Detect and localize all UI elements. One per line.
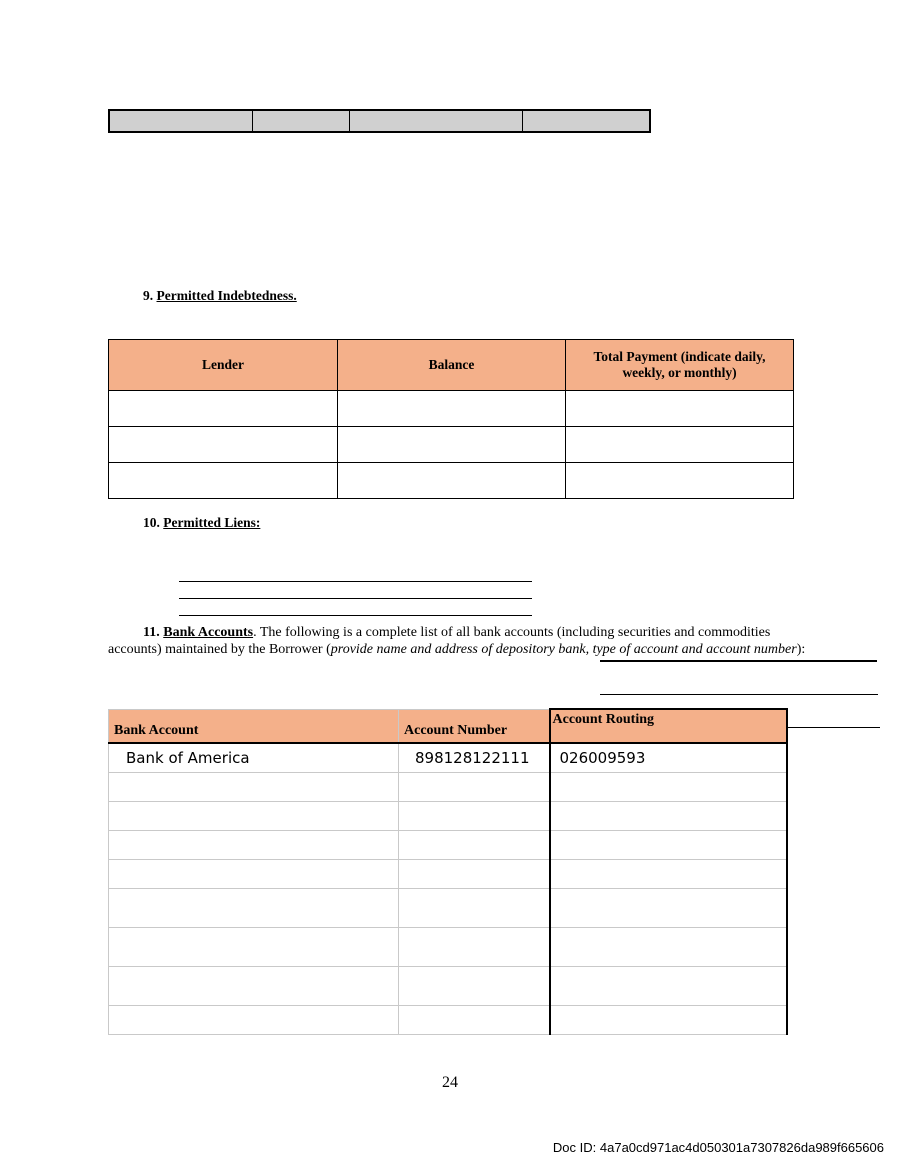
account-number-cell[interactable]: 898128122111 — [399, 743, 550, 773]
table-row — [109, 928, 788, 967]
header-account-routing: Account Routing — [550, 709, 788, 743]
table-cell[interactable] — [109, 967, 399, 1006]
table-cell[interactable] — [550, 802, 788, 831]
table-cell[interactable] — [109, 860, 399, 889]
gray-cell — [350, 111, 523, 131]
bank-accounts-table — [108, 708, 788, 1035]
table-cell[interactable] — [109, 773, 399, 802]
bank-name-cell[interactable]: Bank of America — [109, 743, 399, 773]
table-cell[interactable] — [550, 860, 788, 889]
table-row — [109, 773, 788, 802]
table-cell[interactable] — [566, 463, 794, 499]
section-title: Bank Accounts — [163, 625, 254, 640]
header-account-number: Account Number — [399, 709, 550, 743]
table-cell[interactable] — [109, 928, 399, 967]
gray-cell — [523, 111, 649, 131]
section-text: . The following is a complete list of all bank accounts (including securities and commodities accounts) maintained by the Borrower ( — [108, 625, 771, 657]
header-total-payment: Total Payment (indicate daily, weekly, or monthly) — [566, 340, 794, 391]
table-cell[interactable] — [109, 391, 338, 427]
table-row — [109, 743, 788, 773]
liens-blank-line[interactable] — [179, 598, 532, 599]
table-row — [109, 967, 788, 1006]
table-cell[interactable] — [399, 967, 550, 1006]
table-header-row — [109, 709, 788, 743]
section-text: ): — [796, 642, 806, 657]
gray-cell — [253, 111, 350, 131]
table-cell[interactable] — [550, 889, 788, 928]
header-lender: Lender — [109, 340, 338, 391]
table-row — [109, 1006, 788, 1035]
section-11-paragraph — [108, 624, 808, 658]
section-10-heading — [143, 515, 260, 531]
table-cell[interactable] — [550, 773, 788, 802]
table-cell[interactable] — [109, 427, 338, 463]
doc-id: Doc ID: 4a7a0cd971ac4d050301a7307826da989f665606 — [552, 1140, 884, 1155]
section-number: 10. — [143, 515, 160, 530]
table-cell[interactable] — [399, 1006, 550, 1035]
table-row — [109, 802, 788, 831]
section-text-italic: provide name and address of depository bank, type of account and account number — [330, 642, 797, 657]
table-row — [109, 889, 788, 928]
section-9-heading — [143, 288, 297, 304]
table-cell[interactable] — [399, 889, 550, 928]
table-cell[interactable] — [399, 773, 550, 802]
table-cell[interactable] — [550, 1006, 788, 1035]
table-row — [109, 391, 794, 427]
section-number: 11. — [143, 625, 160, 640]
table-cell[interactable] — [109, 889, 399, 928]
page-number: 24 — [442, 1074, 458, 1091]
table-cell[interactable] — [109, 802, 399, 831]
liens-blank-line[interactable] — [179, 581, 532, 582]
indebtedness-table — [108, 339, 794, 499]
gray-cell — [110, 111, 253, 131]
table-row — [109, 427, 794, 463]
fill-in-line[interactable] — [787, 727, 880, 728]
routing-number-cell[interactable]: 026009593 — [550, 743, 788, 773]
fill-in-line[interactable] — [600, 660, 877, 662]
table-cell[interactable] — [399, 860, 550, 889]
table-cell[interactable] — [550, 967, 788, 1006]
liens-blank-line[interactable] — [179, 615, 532, 616]
header-balance: Balance — [338, 340, 566, 391]
table-cell[interactable] — [550, 831, 788, 860]
table-row — [109, 463, 794, 499]
table-row — [109, 860, 788, 889]
section-title: Permitted Indebtedness. — [156, 288, 297, 303]
header-gray-table — [108, 109, 651, 133]
table-cell[interactable] — [399, 928, 550, 967]
table-cell[interactable] — [566, 427, 794, 463]
fill-in-line[interactable] — [600, 694, 878, 695]
table-cell[interactable] — [550, 928, 788, 967]
table-cell[interactable] — [338, 391, 566, 427]
table-header-row — [109, 340, 794, 391]
table-cell[interactable] — [109, 463, 338, 499]
table-cell[interactable] — [399, 831, 550, 860]
table-cell[interactable] — [109, 1006, 399, 1035]
table-cell[interactable] — [338, 427, 566, 463]
table-cell[interactable] — [109, 831, 399, 860]
table-cell[interactable] — [399, 802, 550, 831]
section-number: 9. — [143, 288, 154, 303]
table-cell[interactable] — [566, 391, 794, 427]
header-bank-account: Bank Account — [109, 709, 399, 743]
table-row — [109, 831, 788, 860]
section-title: Permitted Liens: — [163, 515, 261, 530]
table-cell[interactable] — [338, 463, 566, 499]
